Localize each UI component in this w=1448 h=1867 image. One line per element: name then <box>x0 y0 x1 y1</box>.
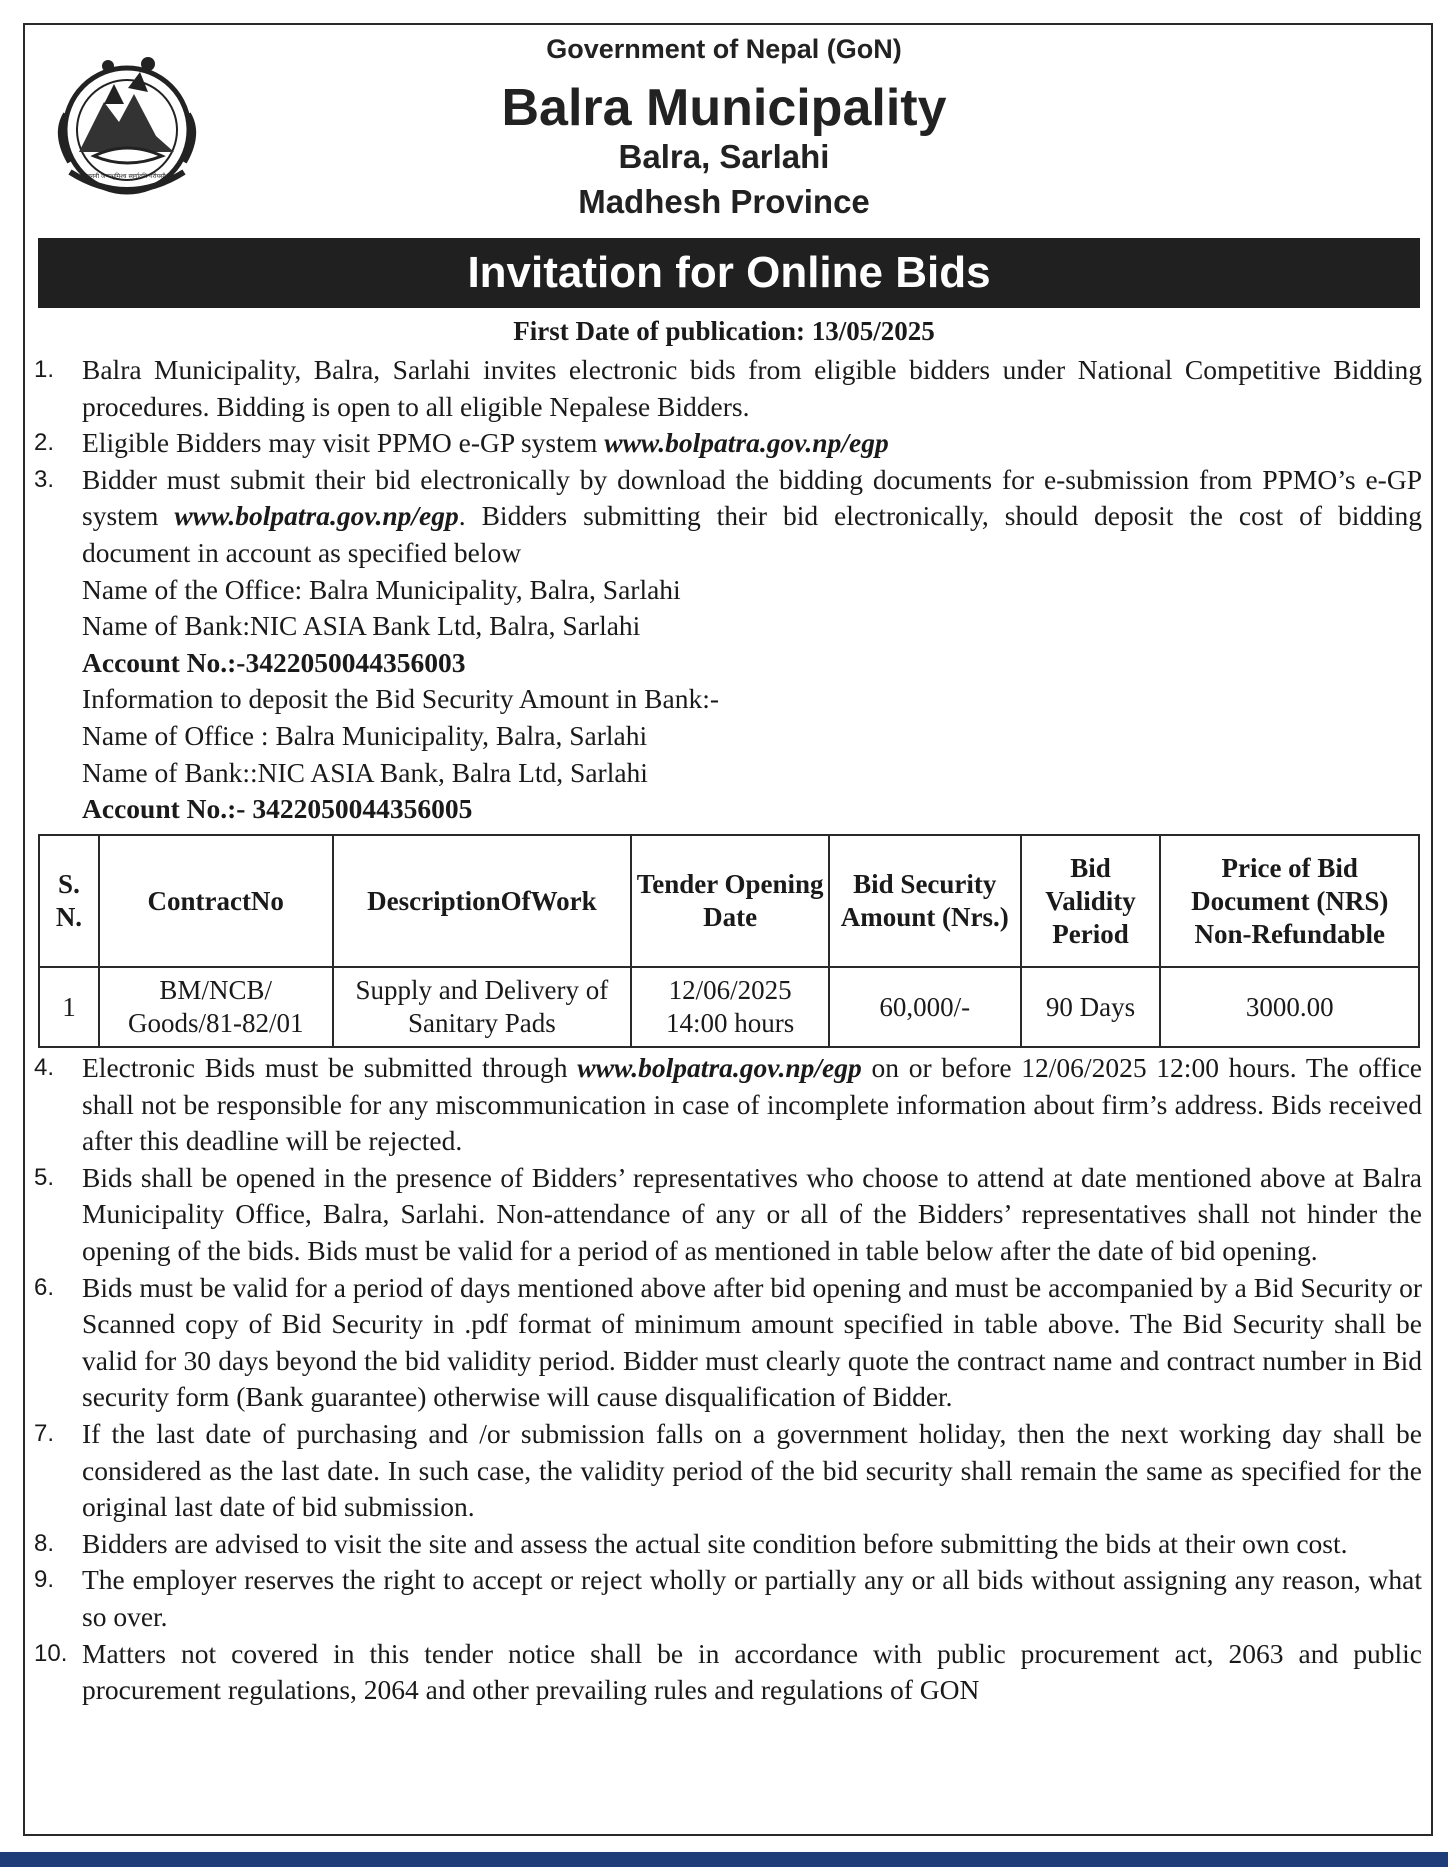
deposit-heading: Information to deposit the Bid Security Amount in Bank:- <box>82 683 720 715</box>
bottom-bar <box>0 1852 1448 1867</box>
header-sn: S. N. <box>39 835 99 967</box>
municipality-title: Balra Municipality <box>501 79 947 137</box>
cell-opening-date: 12/06/2025 14:00 hours <box>631 967 829 1047</box>
notice-title-banner: Invitation for Online Bids <box>38 238 1420 308</box>
header-bid-security: Bid Security Amount (Nrs.) <box>829 835 1021 967</box>
cell-price: 3000.00 <box>1160 967 1419 1047</box>
account-number-1: Account No.:-3422050044356003 <box>82 646 466 678</box>
list-item: 8. Bidders are advised to visit the site and assess the actual site condition before submitting the bids at their own cost. <box>34 1527 1348 1559</box>
table-row <box>39 967 1419 1047</box>
province-name: Madhesh Province <box>578 183 870 220</box>
list-item: 4. Electronic Bids must be submitted through www.bolpatra.gov.np/egp on or before 12/06/2025 12:00 hours. The office shall not be responsible for any miscommunication in case of incomplete information about firm’s address. Bids received after this deadline will be rejected. <box>34 1052 1423 1157</box>
publication-date: First Date of publication: 13/05/2025 <box>513 316 935 346</box>
egp-link[interactable]: www.bolpatra.gov.np/egp <box>174 500 459 532</box>
cell-contract-no: BM/NCB/ Goods/81-82/01 <box>99 967 333 1047</box>
header-validity: Bid Validity Period <box>1021 835 1161 967</box>
egp-link[interactable]: www.bolpatra.gov.np/egp <box>604 427 889 459</box>
cell-bid-security: 60,000/- <box>829 967 1021 1047</box>
egp-link[interactable]: www.bolpatra.gov.np/egp <box>577 1052 862 1083</box>
government-heading: Government of Nepal (GoN) <box>546 34 902 64</box>
notice-items-top <box>30 352 1422 828</box>
table-header-row <box>39 835 1419 967</box>
cell-sn: 1 <box>39 967 99 1047</box>
office-name-2: Name of Office : Balra Municipality, Balra, Sarlahi <box>82 719 648 751</box>
header-description: DescriptionOfWork <box>333 835 632 967</box>
list-item: 10. Matters not covered in this tender notice shall be in accordance with public procurement act, 2063 and public procurement regulations, 2064 and other prevailing rules and regulations of GON <box>34 1637 1422 1706</box>
tender-table <box>38 834 1420 1048</box>
list-item: 1. Balra Municipality, Balra, Sarlahi invites electronic bids from eligible bidders under National Competitive Bidding procedures. Bidding is open to all eligible Nepalese Bidders. <box>34 354 1422 422</box>
account-number-2: Account No.:- 3422050044356005 <box>82 793 473 825</box>
emblem-motto: जननी जन्मभूमिश्च स्वर्गादपि गरीयसी <box>86 173 166 180</box>
header-contract-no: ContractNo <box>99 835 333 967</box>
list-item: 2. Eligible Bidders may visit PPMO e-GP system www.bolpatra.gov.np/egp <box>34 427 889 459</box>
office-name-1: Name of the Office: Balra Municipality, Balra, Sarlahi <box>82 573 681 605</box>
list-item: 3. Bidder must submit their bid electronically by download the bidding documents for e-submission from PPMO’s e-GP system www.bolpatra.gov.np/egp. Bidders submitting their bid electronically, should deposit the cost of bidding document in account as specified below <box>34 463 1423 568</box>
list-item: 5. Bids shall be opened in the presence of Bidders’ representatives who choose to attend at date mentioned above at Balra Municipality Office, Balra, Sarlahi. Non-attendance of any or all of the Bidders’ representatives shall not hinder the opening of the bids. Bids must be valid for a period of as mentioned in table below after the date of bid opening. <box>34 1161 1422 1266</box>
list-item: 6. Bids must be valid for a period of days mentioned above after bid opening and must be accompanied by a Bid Security or Scanned copy of Bid Security in .pdf format of minimum amount specified in table above. The Bid Security shall be valid for 30 days beyond the bid validity period. Bidder must clearly quote the contract name and contract number in Bid security form (Bank guarantee) otherwise will cause disqualification of Bidder. <box>34 1271 1422 1413</box>
notice-items-bottom <box>30 1050 1422 1709</box>
bank-name-1: Name of Bank:NIC ASIA Bank Ltd, Balra, Sarlahi <box>82 610 641 642</box>
list-item: 7. If the last date of purchasing and /or submission falls on a government holiday, then the next working day shall be considered as the last date. In such case, the validity period of the bid security shall remain the same as specified for the original last date of bid submission. <box>34 1417 1422 1523</box>
cell-validity: 90 Days <box>1021 967 1161 1047</box>
header-opening-date: Tender Opening Date <box>631 835 829 967</box>
cell-description: Supply and Delivery of Sanitary Pads <box>333 967 632 1047</box>
list-item: 9. The employer reserves the right to accept or reject wholly or partially any or all bids without assigning any reason, what so over. <box>34 1564 1422 1632</box>
municipality-address: Balra, Sarlahi <box>618 138 830 175</box>
header-price: Price of Bid Document (NRS) Non-Refundable <box>1160 835 1419 967</box>
bank-name-2: Name of Bank::NIC ASIA Bank, Balra Ltd, Sarlahi <box>82 756 648 788</box>
